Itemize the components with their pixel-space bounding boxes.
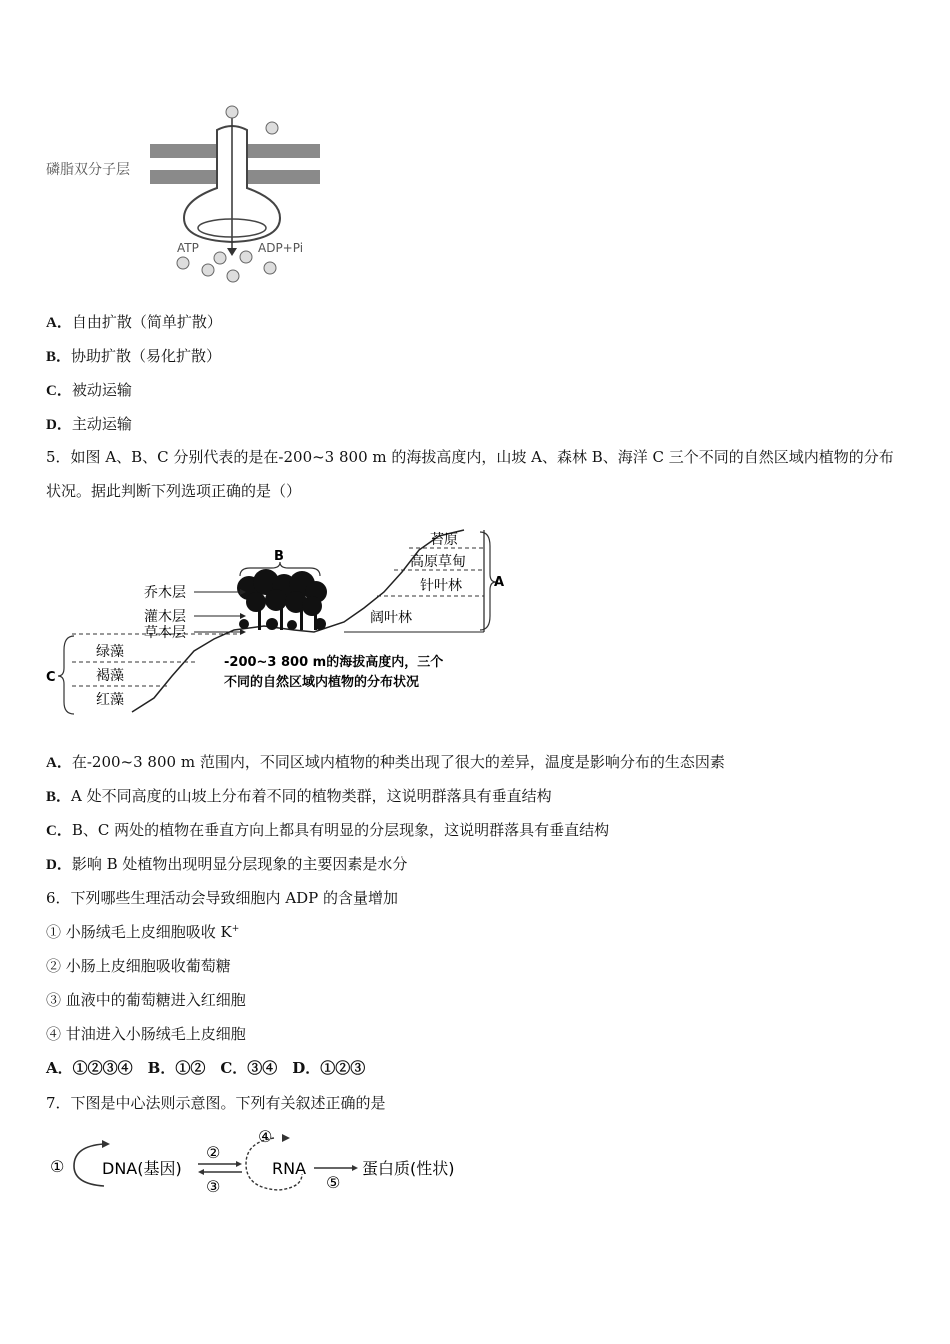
step-4: ④ xyxy=(258,1127,273,1146)
molecule xyxy=(202,264,214,276)
q5-option-a: A．在-200~3 800 m 范围内，不同区域内植物的种类出现了很大的差异，温度是影响分布的生态因素 xyxy=(46,753,725,771)
herb-layer-label: 草本层 xyxy=(144,625,186,641)
protein-label: 蛋白质(性状) xyxy=(362,1159,455,1178)
q4-option-c: C．被动运输 xyxy=(46,381,132,399)
brace-c xyxy=(58,636,74,714)
replication-arrow xyxy=(74,1144,104,1186)
molecule xyxy=(226,106,238,118)
arrow-head xyxy=(352,1165,358,1171)
q6-item-4: ④ 甘油进入小肠绒毛上皮细胞 xyxy=(46,1025,246,1043)
rna-label: RNA xyxy=(272,1159,307,1178)
conifer-label: 针叶林 xyxy=(420,578,462,594)
step-3: ③ xyxy=(206,1177,221,1196)
figure-caption-1: -200~3 800 m的海拔高度内，三个 xyxy=(224,655,444,670)
step-1: ① xyxy=(50,1157,65,1176)
label-c: C xyxy=(46,670,56,685)
central-dogma-figure xyxy=(46,1124,476,1200)
q6-item-2: ② 小肠上皮细胞吸收葡萄糖 xyxy=(46,957,231,975)
q4-option-a: A．自由扩散（简单扩散） xyxy=(46,313,222,331)
molecule xyxy=(214,252,226,264)
q6-item-3: ③ 血液中的葡萄糖进入红细胞 xyxy=(46,991,246,1009)
broadleaf-label: 阔叶林 xyxy=(370,610,412,626)
brown-algae-label: 褐藻 xyxy=(96,668,124,684)
q5-option-d: D．影响 B 处植物出现明显分层现象的主要因素是水分 xyxy=(46,855,408,873)
k-superscript: + xyxy=(231,924,240,934)
adp-label: ADP+Pi xyxy=(258,241,304,255)
molecule xyxy=(177,257,189,269)
red-algae-label: 红藻 xyxy=(96,692,124,708)
arrow-head xyxy=(240,613,246,619)
step-2: ② xyxy=(206,1143,221,1162)
q6-choices: A．①②③④ B．①② C．③④ D．①②③ xyxy=(46,1059,366,1077)
q5-option-c: C．B、C 两处的植物在垂直方向上都具有明显的分层现象，这说明群落具有垂直结构 xyxy=(46,821,610,839)
arrow-head xyxy=(236,1161,242,1167)
moss-label: 苔原 xyxy=(430,532,458,548)
meadow-label: 高原草甸 xyxy=(410,554,466,570)
label-b: B xyxy=(274,549,284,564)
green-algae-label: 绿藻 xyxy=(96,644,124,660)
arrow-head xyxy=(102,1140,110,1148)
molecule xyxy=(266,122,278,134)
figure-caption-2: 不同的自然区域内植物的分布状况 xyxy=(224,675,420,690)
q5-option-b: B．A 处不同高度的山坡上分布着不同的植物类群，这说明群落具有垂直结构 xyxy=(46,787,552,805)
shrub-layer-label: 灌木层 xyxy=(144,609,186,625)
q6-item-1: ① 小肠绒毛上皮细胞吸收 K+ xyxy=(46,923,240,941)
atp-label: ATP xyxy=(177,241,199,255)
q4-option-b: B．协助扩散（易化扩散） xyxy=(46,347,222,365)
label-a: A xyxy=(494,575,505,590)
arrow-head xyxy=(198,1169,204,1175)
molecule xyxy=(227,270,239,282)
forest-icon xyxy=(237,569,327,630)
q5-stem: 5．如图 A、B、C 分别代表的是在-200~3 800 m 的海拔高度内，山坡 A、森林 B、海洋 C 三个不同的自然区域内植物的分布状况。据此判断下列选项正确的是（） xyxy=(46,448,894,500)
q6-stem: 6．下列哪些生理活动会导致细胞内 ADP 的含量增加 xyxy=(46,889,399,907)
step-5: ⑤ xyxy=(326,1173,341,1192)
q4-option-d: D．主动运输 xyxy=(46,415,132,433)
arrow-head xyxy=(227,248,237,256)
molecule xyxy=(240,251,252,263)
membrane-transport-figure xyxy=(40,100,340,290)
q7-stem: 7．下图是中心法则示意图。下列有关叙述正确的是 xyxy=(46,1094,386,1112)
tree-layer-label: 乔木层 xyxy=(144,585,186,601)
arrow-head xyxy=(240,629,246,635)
vegetation-distribution-figure xyxy=(44,526,514,718)
arrow-head xyxy=(282,1134,290,1142)
dna-label: DNA(基因) xyxy=(102,1159,182,1178)
molecule xyxy=(264,262,276,274)
bilayer-label: 磷脂双分子层 xyxy=(46,162,130,178)
